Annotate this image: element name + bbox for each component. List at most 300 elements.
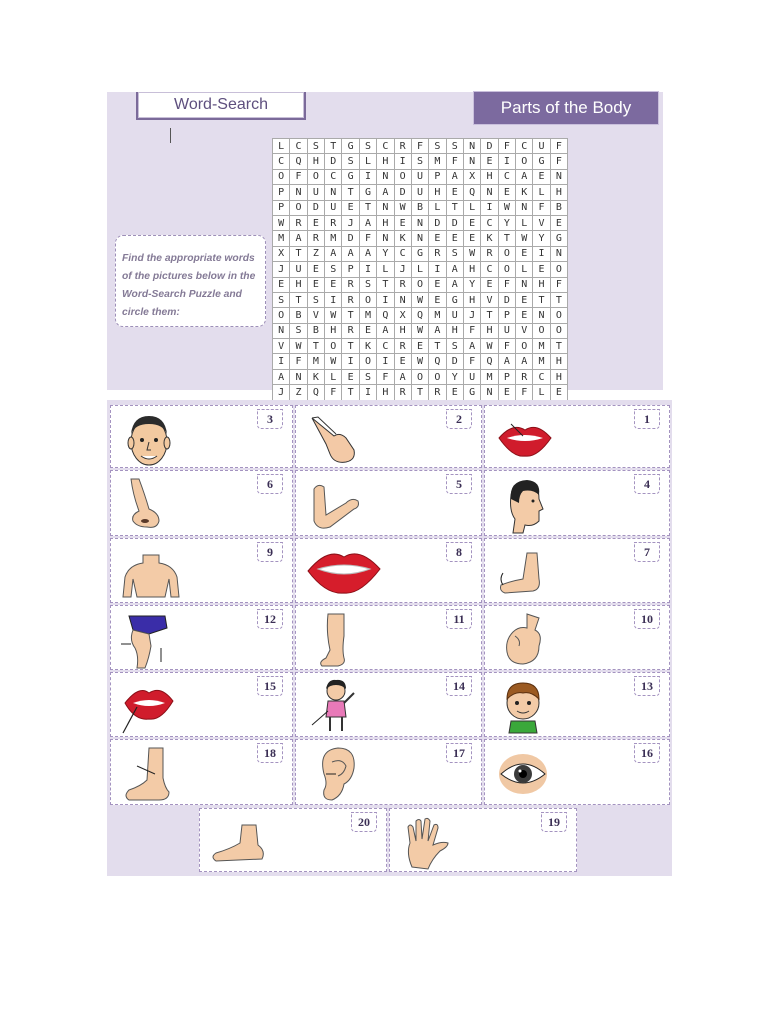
grid-letter: K (307, 369, 324, 384)
grid-letter: R (342, 292, 359, 307)
grid-letter: W (394, 200, 411, 215)
grid-letter: T (325, 139, 342, 154)
number-tag: 12 (257, 609, 283, 629)
picture-card (110, 739, 293, 805)
grid-letter: C (290, 139, 307, 154)
grid-letter: C (533, 369, 550, 384)
word-search-grid (272, 138, 568, 401)
grid-letter: X (463, 169, 480, 184)
grid-letter: O (550, 262, 567, 277)
grid-letter: D (429, 215, 446, 230)
grid-letter: G (359, 185, 376, 200)
grid-letter: I (377, 354, 394, 369)
grid-letter: I (533, 246, 550, 261)
grid-letter: L (516, 215, 533, 230)
grid-letter: R (429, 385, 446, 400)
grid-letter: T (429, 339, 446, 354)
number-tag: 8 (446, 542, 472, 562)
grid-letter: D (498, 292, 515, 307)
grid-letter: T (342, 185, 359, 200)
grid-letter: O (273, 308, 290, 323)
grid-letter: N (325, 185, 342, 200)
grid-letter: J (394, 262, 411, 277)
grid-letter: P (429, 169, 446, 184)
grid-letter: M (429, 154, 446, 169)
grid-letter: R (394, 385, 411, 400)
grid-letter: S (446, 339, 463, 354)
grid-letter: O (273, 169, 290, 184)
grid-row (273, 308, 568, 323)
number-tag: 16 (634, 743, 660, 763)
grid-letter: S (290, 323, 307, 338)
grid-letter: E (429, 277, 446, 292)
grid-letter: E (394, 354, 411, 369)
grid-letter: M (429, 308, 446, 323)
grid-letter: Q (429, 354, 446, 369)
grid-letter: A (377, 323, 394, 338)
grid-letter: R (516, 369, 533, 384)
worksheet-title-box (136, 92, 306, 120)
grid-letter: L (533, 185, 550, 200)
grid-letter: C (498, 169, 515, 184)
grid-letter: E (307, 262, 324, 277)
grid-letter: G (446, 292, 463, 307)
grid-letter: J (273, 262, 290, 277)
grid-letter: O (429, 369, 446, 384)
mouth-icon (304, 543, 384, 599)
grid-letter: E (481, 277, 498, 292)
number-tag: 14 (446, 676, 472, 696)
arm-elbow-icon (304, 475, 368, 535)
grid-letter: Z (290, 385, 307, 400)
grid-letter: H (290, 277, 307, 292)
grid-letter: F (446, 154, 463, 169)
grid-letter: R (307, 231, 324, 246)
grid-letter: F (498, 277, 515, 292)
grid-letter: I (273, 354, 290, 369)
grid-letter: F (550, 277, 567, 292)
grid-letter: F (550, 154, 567, 169)
grid-letter: F (377, 369, 394, 384)
grid-letter: S (325, 262, 342, 277)
grid-letter: S (429, 139, 446, 154)
grid-letter: T (307, 339, 324, 354)
grid-letter: V (516, 323, 533, 338)
grid-letter: W (498, 200, 515, 215)
grid-letter: O (550, 308, 567, 323)
grid-letter: N (394, 292, 411, 307)
grid-row (273, 169, 568, 184)
grid-letter: P (498, 308, 515, 323)
grid-letter: J (463, 308, 480, 323)
grid-letter: F (411, 139, 428, 154)
grid-letter: P (273, 185, 290, 200)
grid-row (273, 231, 568, 246)
instructions-text: Find the appropriate words of the pictures below in the Word-Search Puzzle and circle them: (122, 253, 256, 318)
number-tag: 10 (634, 609, 660, 629)
grid-letter: Q (307, 385, 324, 400)
picture-card (484, 470, 670, 536)
grid-letter: E (481, 154, 498, 169)
grid-letter: C (273, 154, 290, 169)
grid-letter: I (359, 385, 376, 400)
eye-icon (493, 744, 557, 804)
grid-letter: A (446, 262, 463, 277)
grid-letter: O (411, 277, 428, 292)
grid-letter: W (516, 231, 533, 246)
grid-letter: H (446, 323, 463, 338)
grid-letter: R (290, 215, 307, 230)
grid-letter: R (342, 277, 359, 292)
grid-letter: X (273, 246, 290, 261)
grid-letter: N (550, 169, 567, 184)
grid-letter: G (533, 154, 550, 169)
grid-letter: I (429, 262, 446, 277)
grid-letter: T (550, 292, 567, 307)
grid-letter: T (377, 277, 394, 292)
grid-letter: A (377, 185, 394, 200)
pointing-finger-icon (304, 410, 368, 470)
grid-letter: S (307, 139, 324, 154)
grid-letter: K (516, 185, 533, 200)
grid-letter: G (463, 385, 480, 400)
grid-letter: N (516, 200, 533, 215)
grid-letter: E (463, 215, 480, 230)
grid-letter: Y (377, 246, 394, 261)
grid-letter: S (359, 277, 376, 292)
grid-letter: H (463, 262, 480, 277)
grid-letter: S (446, 246, 463, 261)
picture-card (110, 672, 293, 737)
grid-letter: F (463, 354, 480, 369)
grid-letter: Y (446, 369, 463, 384)
grid-row (273, 323, 568, 338)
number-tag: 2 (446, 409, 472, 429)
grid-letter: K (481, 231, 498, 246)
grid-letter: R (325, 215, 342, 230)
picture-card (110, 538, 293, 603)
grid-letter: E (429, 292, 446, 307)
grid-letter: E (342, 369, 359, 384)
grid-letter: L (533, 385, 550, 400)
grid-letter: N (290, 185, 307, 200)
grid-letter: W (463, 246, 480, 261)
grid-letter: V (307, 308, 324, 323)
grid-letter: B (307, 323, 324, 338)
grid-letter: O (516, 154, 533, 169)
grid-letter: W (290, 339, 307, 354)
grid-letter: M (359, 308, 376, 323)
grid-letter: H (377, 385, 394, 400)
grid-letter: E (446, 185, 463, 200)
grid-letter: T (446, 200, 463, 215)
grid-letter: Q (377, 308, 394, 323)
lips-teeth-icon (493, 410, 557, 470)
grid-letter: U (325, 200, 342, 215)
grid-letter: A (498, 354, 515, 369)
grid-letter: F (290, 354, 307, 369)
grid-letter: I (359, 169, 376, 184)
grid-letter: N (273, 323, 290, 338)
grid-row (273, 185, 568, 200)
grid-letter: I (377, 292, 394, 307)
grid-letter: H (550, 354, 567, 369)
grid-letter: R (394, 139, 411, 154)
grid-letter: F (498, 139, 515, 154)
grid-letter: E (325, 277, 342, 292)
grid-letter: T (481, 308, 498, 323)
grid-letter: E (533, 262, 550, 277)
boy-hair-icon (493, 677, 557, 737)
fist-thumb-icon (493, 610, 557, 670)
grid-letter: T (290, 292, 307, 307)
nose-icon (119, 475, 183, 535)
face-icon (119, 410, 183, 470)
grid-letter: O (411, 369, 428, 384)
instructions-box (115, 235, 266, 327)
grid-letter: L (325, 369, 342, 384)
grid-letter: T (290, 246, 307, 261)
grid-letter: C (516, 139, 533, 154)
grid-letter: N (533, 308, 550, 323)
grid-letter: H (307, 154, 324, 169)
grid-letter: S (359, 139, 376, 154)
grid-letter: I (498, 154, 515, 169)
grid-letter: T (342, 339, 359, 354)
grid-letter: A (516, 354, 533, 369)
grid-letter: F (498, 339, 515, 354)
grid-letter: H (325, 323, 342, 338)
grid-letter: T (498, 231, 515, 246)
grid-letter: K (394, 231, 411, 246)
grid-letter: L (359, 154, 376, 169)
grid-letter: N (377, 231, 394, 246)
grid-letter: D (446, 354, 463, 369)
grid-letter: O (359, 354, 376, 369)
number-tag: 6 (257, 474, 283, 494)
grid-letter: F (550, 139, 567, 154)
grid-letter: Y (533, 231, 550, 246)
grid-letter: U (307, 185, 324, 200)
picture-card (110, 470, 293, 536)
grid-letter: F (290, 169, 307, 184)
grid-letter: H (463, 292, 480, 307)
grid-letter: H (481, 323, 498, 338)
grid-letter: J (342, 215, 359, 230)
grid-letter: T (342, 308, 359, 323)
grid-letter: O (498, 246, 515, 261)
number-tag: 5 (446, 474, 472, 494)
picture-card (295, 739, 482, 805)
grid-letter: E (533, 169, 550, 184)
grid-letter: Z (307, 246, 324, 261)
grid-letter: E (550, 215, 567, 230)
grid-letter: S (342, 154, 359, 169)
grid-letter: G (411, 246, 428, 261)
grid-letter: H (429, 185, 446, 200)
grid-letter: K (359, 339, 376, 354)
grid-letter: C (325, 169, 342, 184)
grid-letter: R (394, 339, 411, 354)
grid-letter: N (550, 246, 567, 261)
picture-card (484, 672, 670, 737)
grid-letter: O (325, 339, 342, 354)
grid-letter: Q (463, 185, 480, 200)
picture-card (295, 538, 482, 603)
grid-letter: U (446, 308, 463, 323)
grid-letter: M (533, 339, 550, 354)
picture-card (484, 538, 670, 603)
grid-letter: N (481, 185, 498, 200)
grid-letter: R (394, 277, 411, 292)
grid-letter: O (394, 169, 411, 184)
grid-letter: E (359, 323, 376, 338)
grid-letter: A (463, 339, 480, 354)
grid-letter: D (325, 154, 342, 169)
picture-card (295, 672, 482, 737)
grid-letter: A (446, 277, 463, 292)
number-tag: 13 (634, 676, 660, 696)
grid-letter: E (516, 308, 533, 323)
grid-letter: O (533, 323, 550, 338)
grid-letter: O (307, 169, 324, 184)
number-tag: 20 (351, 812, 377, 832)
grid-letter: E (516, 292, 533, 307)
grid-letter: M (481, 369, 498, 384)
grid-letter: L (377, 262, 394, 277)
number-tag: 3 (257, 409, 283, 429)
grid-letter: C (481, 215, 498, 230)
grid-letter: I (325, 292, 342, 307)
grid-letter: N (290, 369, 307, 384)
grid-letter: S (359, 369, 376, 384)
ear-icon (304, 744, 368, 804)
number-tag: 9 (257, 542, 283, 562)
shoulders-icon (119, 543, 183, 603)
grid-letter: E (411, 339, 428, 354)
picture-card (389, 808, 577, 872)
grid-letter: D (394, 185, 411, 200)
grid-letter: A (359, 215, 376, 230)
grid-letter: E (307, 215, 324, 230)
grid-letter: N (516, 277, 533, 292)
worksheet-title: Word-Search (174, 96, 268, 113)
grid-letter: W (273, 215, 290, 230)
grid-letter: E (498, 185, 515, 200)
picture-card (295, 470, 482, 536)
number-tag: 11 (446, 609, 472, 629)
grid-letter: V (481, 292, 498, 307)
picture-card (110, 405, 293, 468)
grid-letter: A (342, 246, 359, 261)
grid-letter: D (481, 139, 498, 154)
grid-letter: J (273, 385, 290, 400)
grid-letter: I (359, 262, 376, 277)
grid-letter: W (325, 354, 342, 369)
grid-letter: S (273, 292, 290, 307)
grid-letter: F (533, 200, 550, 215)
grid-letter: C (481, 262, 498, 277)
grid-letter: E (342, 200, 359, 215)
grid-letter: H (377, 154, 394, 169)
grid-letter: H (377, 215, 394, 230)
grid-letter: L (516, 262, 533, 277)
grid-letter: A (429, 323, 446, 338)
grid-letter: E (307, 277, 324, 292)
number-tag: 18 (257, 743, 283, 763)
grid-letter: S (307, 292, 324, 307)
grid-letter: E (516, 246, 533, 261)
picture-card (110, 605, 293, 670)
grid-letter: A (273, 369, 290, 384)
grid-letter: W (411, 323, 428, 338)
grid-letter: W (411, 292, 428, 307)
picture-card (295, 605, 482, 670)
grid-letter: E (550, 385, 567, 400)
grid-letter: N (481, 385, 498, 400)
grid-row (273, 154, 568, 169)
grid-letter: Y (498, 215, 515, 230)
grid-letter: U (290, 262, 307, 277)
picture-card (199, 808, 387, 872)
grid-letter: I (342, 354, 359, 369)
grid-letter: E (394, 215, 411, 230)
grid-letter: N (377, 169, 394, 184)
grid-letter: B (290, 308, 307, 323)
grid-letter: M (533, 354, 550, 369)
grid-letter: D (446, 215, 463, 230)
grid-letter: O (290, 200, 307, 215)
knee-icon (119, 610, 183, 670)
number-tag: 19 (541, 812, 567, 832)
grid-letter: L (429, 200, 446, 215)
grid-letter: E (446, 385, 463, 400)
grid-letter: I (394, 154, 411, 169)
grid-row (273, 262, 568, 277)
grid-row (273, 292, 568, 307)
grid-letter: C (377, 139, 394, 154)
grid-letter: H (481, 169, 498, 184)
grid-letter: H (533, 277, 550, 292)
grid-letter: R (481, 246, 498, 261)
grid-letter: V (273, 339, 290, 354)
grid-letter: F (463, 323, 480, 338)
grid-letter: L (273, 139, 290, 154)
grid-row (273, 385, 568, 400)
grid-letter: R (342, 323, 359, 338)
grid-letter: N (463, 154, 480, 169)
picture-card (484, 739, 670, 805)
grid-row (273, 139, 568, 154)
grid-letter: W (325, 308, 342, 323)
grid-letter: T (550, 339, 567, 354)
grid-letter: H (550, 369, 567, 384)
grid-letter: L (411, 262, 428, 277)
grid-letter: L (463, 200, 480, 215)
grid-letter: A (516, 169, 533, 184)
grid-letter: W (481, 339, 498, 354)
grid-letter: A (325, 246, 342, 261)
grid-letter: E (446, 231, 463, 246)
grid-letter: U (463, 369, 480, 384)
grid-letter: S (446, 139, 463, 154)
grid-letter: Y (463, 277, 480, 292)
grid-letter: O (516, 339, 533, 354)
picture-card (484, 405, 670, 468)
picture-card (484, 605, 670, 670)
grid-letter: N (463, 139, 480, 154)
grid-letter: A (446, 169, 463, 184)
